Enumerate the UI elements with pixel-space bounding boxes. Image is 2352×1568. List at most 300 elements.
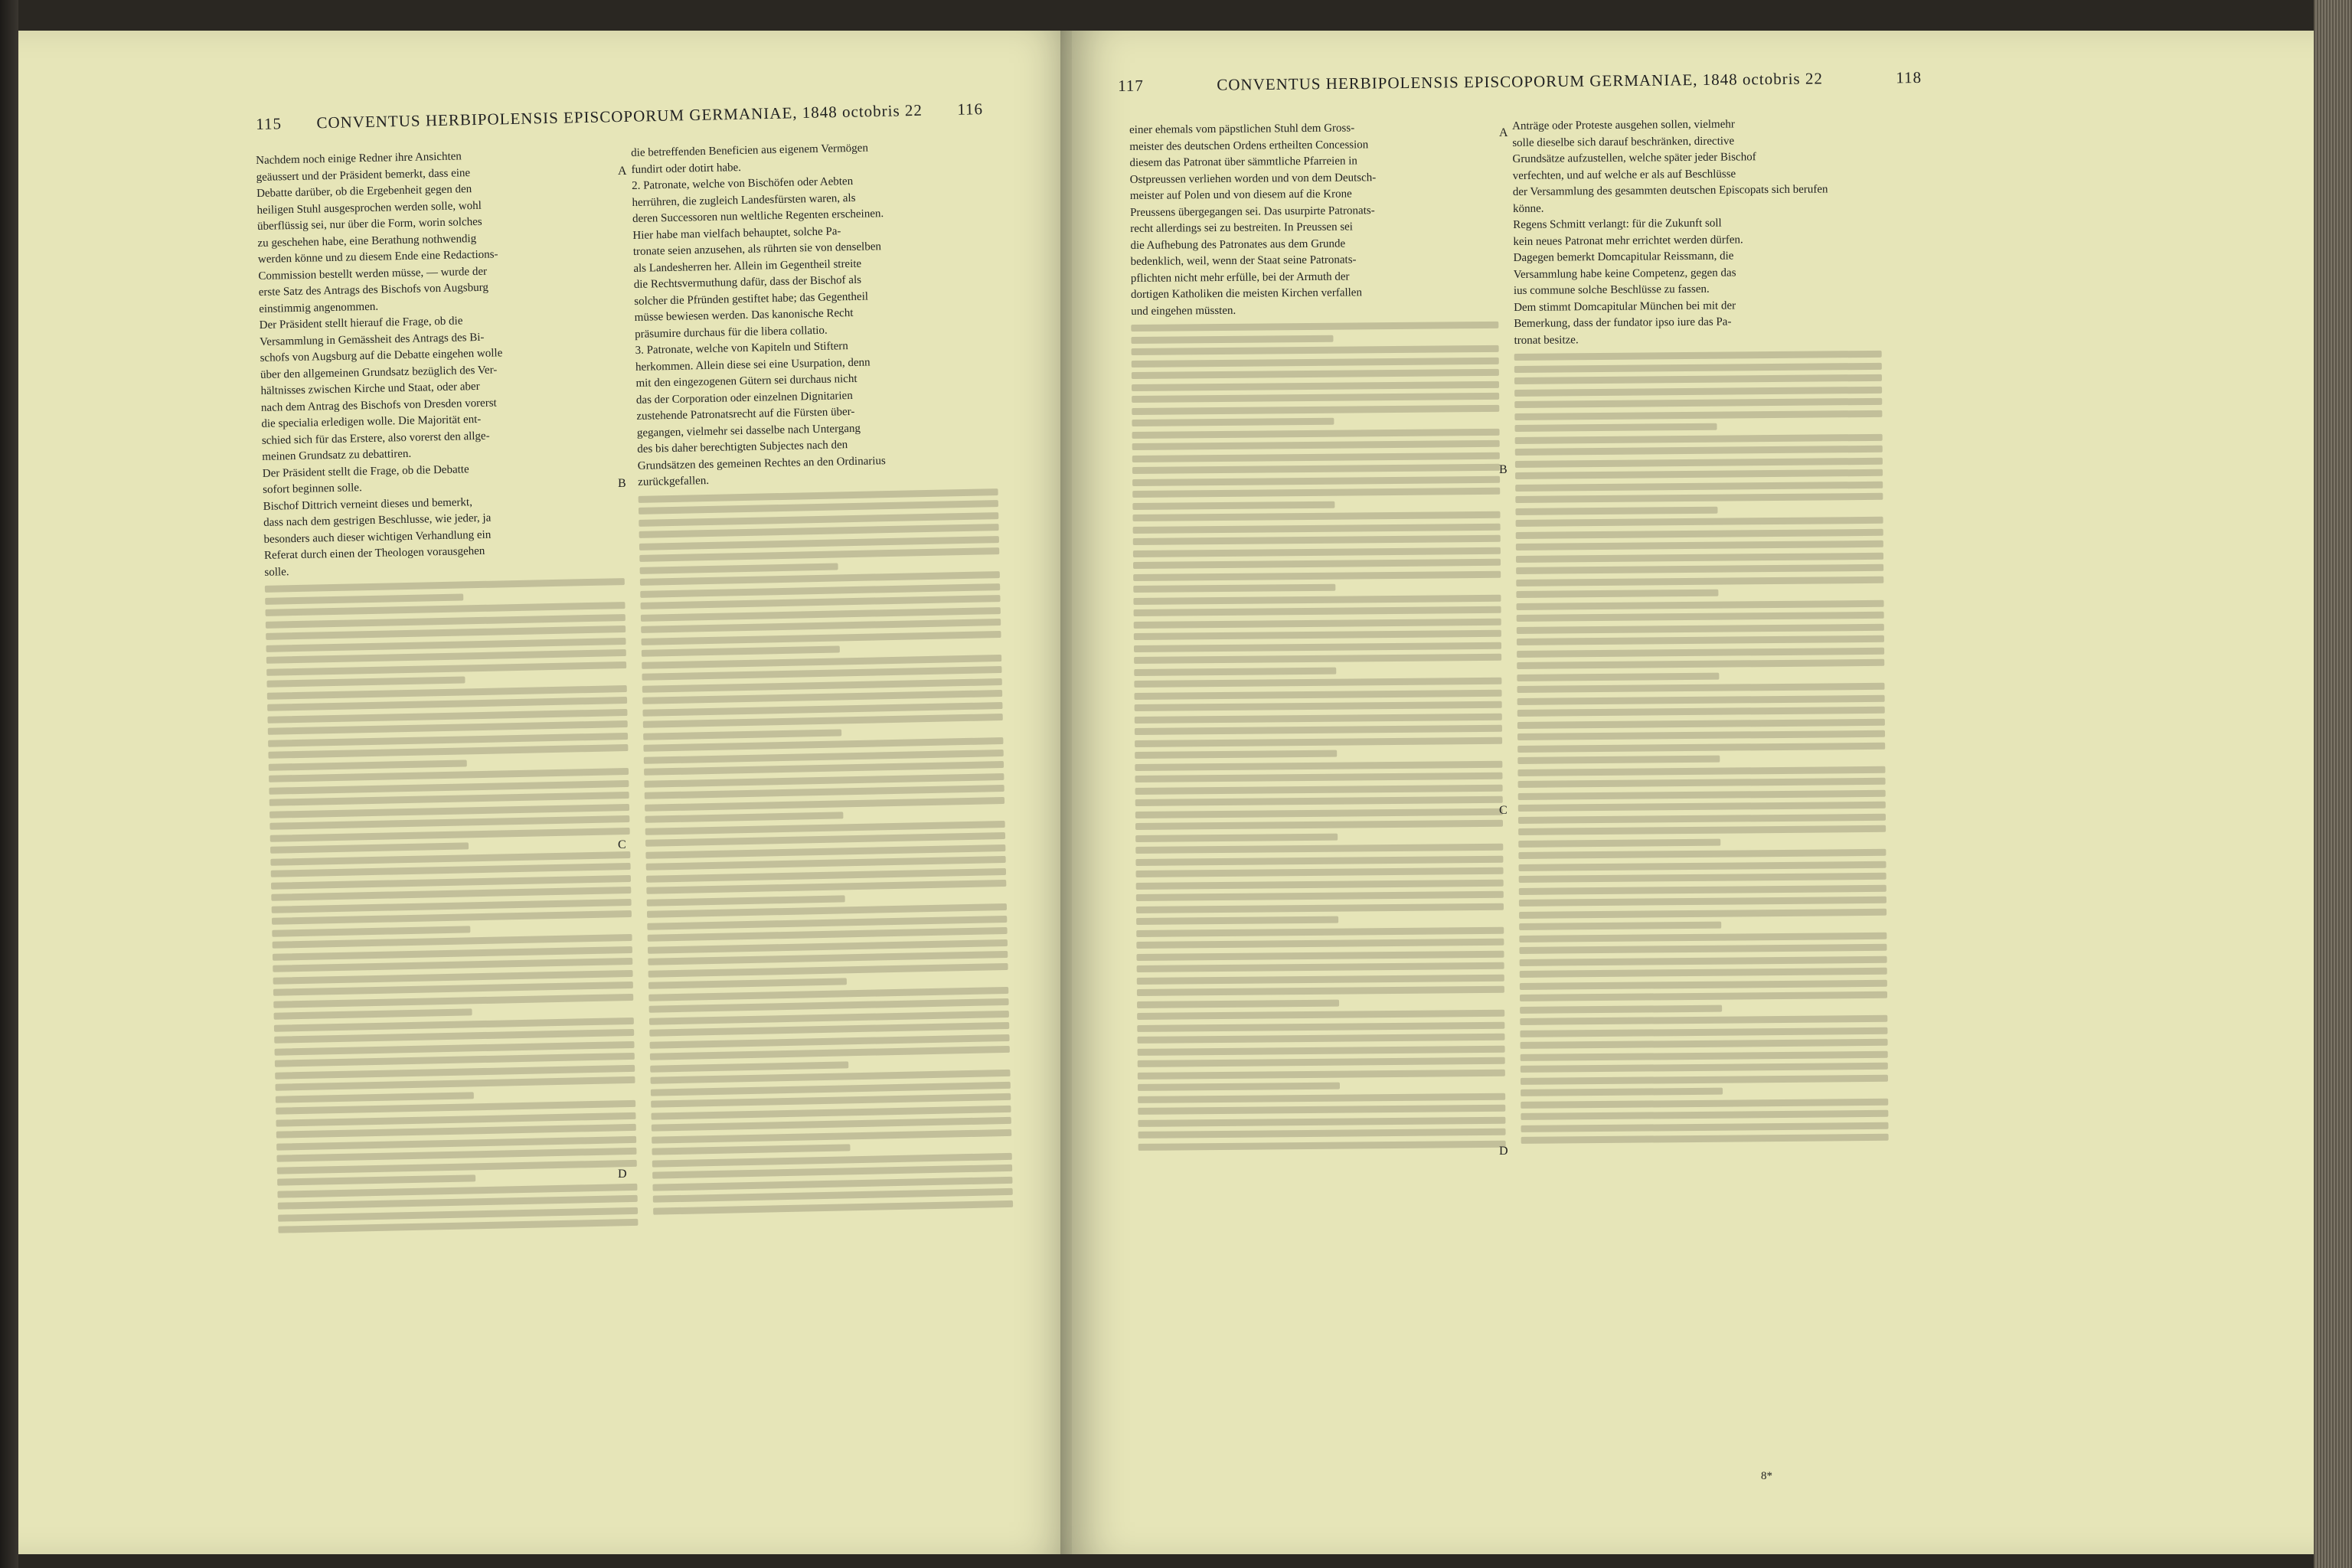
text-line: Bemerkung, dass der fundator ipso iure das Pa- [1514,315,1732,330]
illegible-text-line [649,998,1009,1013]
text-line: 3. Patronate, welche von Kapiteln und Stiftern [635,340,848,357]
illegible-text-line [639,524,999,538]
illegible-text-line [1518,813,1886,823]
illegible-text-line [1138,1129,1506,1138]
illegible-text-line [644,761,1004,776]
text-line: Dem stimmt Domcapitular München bei mit der [1514,299,1736,314]
page-number-left: 115 [256,114,283,133]
illegible-text-line [647,895,845,906]
illegible-text-line [652,1117,1011,1132]
illegible-text-line [265,578,625,593]
illegible-text-line [1521,1039,1888,1049]
illegible-text-line [1517,694,1885,704]
text-line: zustehende Patronatsrecht auf die Fürsten über- [636,405,855,423]
illegible-text-line [650,1061,848,1072]
illegible-text-line [1517,766,1885,776]
illegible-text-line [1134,630,1501,640]
text-line: ius commune solche Beschlüsse zu fassen. [1513,283,1710,297]
left-page-header [256,100,983,134]
illegible-text-line [645,785,1004,799]
illegible-text-line [1515,493,1883,503]
text-line: meister des deutschen Ordens ertheilten Concession [1129,138,1369,153]
illegible-text-line [640,571,1000,586]
text-line: einstimmig angenommen. [259,300,379,315]
illegible-text-line [1136,891,1504,901]
illegible-text-line [1132,381,1499,390]
illegible-text-line [268,744,628,759]
illegible-text-line [643,737,1003,752]
illegible-text-line [272,910,632,925]
text-line: die Aufhebung des Patronates aus dem Grunde [1130,237,1346,252]
illegible-text-line [645,812,843,822]
illegible-text-line [277,1159,637,1174]
illegible-text-line [1517,672,1719,681]
margin-marker-a: A [618,165,627,178]
illegible-text-line [1516,564,1883,574]
illegible-text-line [1519,897,1886,906]
illegible-text-line [274,1029,634,1044]
text-line: Anträge oder Proteste ausgehen sollen, vielmehr [1512,118,1735,132]
illegible-text-line [1518,789,1886,799]
illegible-text-line [1521,1110,1888,1120]
illegible-text-line [1519,922,1721,930]
illegible-text-line [1136,916,1338,925]
illegible-text-line [1137,1010,1504,1020]
text-line: solle. [264,565,289,579]
illegible-text-line [1134,606,1501,616]
illegible-text-line [1514,386,1882,396]
margin-marker-c: C [1499,804,1508,817]
illegible-text-line [1518,849,1886,859]
text-line: dass nach dem gestrigen Beschlusse, wie jeder, ja [263,511,492,529]
illegible-text-line [1132,369,1499,379]
illegible-text-line [1133,570,1501,580]
text-line: geäussert und der Präsident bemerkt, dass eine [256,166,471,184]
illegible-text-line [1136,926,1504,936]
illegible-text-line [1138,1069,1505,1079]
margin-marker-b: B [1499,463,1508,476]
text-line: herkommen. Allein diese sei eine Usurpation, denn [635,356,871,374]
margin-marker-b: B [618,477,626,490]
illegible-text-line [272,926,470,936]
illegible-text-line [1514,374,1882,384]
text-line: meister auf Polen und von diesem auf die Krone [1129,188,1352,202]
illegible-text-line [1515,446,1883,456]
illegible-text-line [1521,1050,1888,1060]
illegible-text-line [1134,689,1501,699]
illegible-text-line [1136,903,1504,913]
illegible-text-line [1521,1122,1888,1132]
text-line: zu geschehen habe, eine Berathung nothwendig [257,232,477,250]
illegible-text-line [641,619,1001,633]
illegible-text-line [641,631,1001,645]
text-line: recht allerdings sei zu bestreiten. In Preussen sei [1130,220,1354,235]
text-line: des bis daher berechtigten Subjectes nach den [637,439,848,456]
illegible-text-line [1135,725,1502,735]
text-line: dortigen Katholiken die meisten Kirchen verfallen [1130,286,1363,301]
text-line: werden könne und zu diesem Ende eine Redactions- [257,248,498,266]
illegible-text-line [1517,623,1884,633]
illegible-text-line [1132,357,1499,367]
illegible-text-line [1517,707,1885,717]
illegible-text-line [1520,968,1887,978]
running-title: CONVENTUS HERBIPOLENSIS EPISCOPORUM GERMANIAE, 1848 octobris 22 [1217,69,1824,94]
illegible-text-line [1137,1021,1504,1031]
text-line: müsse bewiesen werden. Das kanonische Recht [634,306,854,324]
illegible-text-line [640,563,838,573]
text-line: überflüssig sei, nur über die Form, worin solches [256,215,482,233]
illegible-text-line [275,1076,635,1091]
illegible-text-line [1138,1140,1506,1150]
margin-marker-d: D [1499,1145,1508,1158]
illegible-text-line [1518,861,1886,871]
page-number-right: 116 [957,100,984,119]
illegible-text-line [276,1092,474,1102]
illegible-text-line [1135,737,1502,746]
illegible-text-line [1519,908,1886,918]
illegible-text-line [1134,678,1501,688]
illegible-text-line [642,690,1002,704]
illegible-text-line [1133,523,1501,533]
illegible-text-line [1517,730,1885,740]
text-line: meinen Grundsatz zu debattiren. [262,447,412,463]
illegible-text-line [645,832,1005,847]
illegible-text-line [1520,1004,1722,1013]
illegible-text-line [1517,756,1720,764]
text-line: Commission bestellt werden müsse, — wurde der [258,265,488,283]
illegible-text-line [266,649,626,664]
illegible-text-line [273,993,633,1008]
text-line: solcher die Pfründen gestiftet habe; das Gegentheil [634,290,869,308]
illegible-text-line [1138,1083,1340,1091]
text-line: 2. Patronate, welche von Bischöfen oder Aebten [631,175,854,192]
illegible-text-line [1135,713,1502,723]
text-line: schofs von Augsburg auf die Debatte eingehen wolle [260,347,503,364]
illegible-text-line [647,903,1007,918]
illegible-text-line [270,827,630,841]
text-line: zurückgefallen. [638,474,710,488]
illegible-text-line [1521,1074,1888,1084]
text-line: Ostpreussen verliehen worden und von dem Deutsch- [1129,171,1377,186]
illegible-text-line [271,863,631,877]
text-line: nach dem Antrag des Bischofs von Dresden vorerst [260,396,497,414]
illegible-text-line [1515,481,1883,491]
illegible-text-line [268,720,628,735]
text-line: tronat besitze. [1514,333,1579,347]
illegible-text-line [1515,469,1883,479]
running-title: CONVENTUS HERBIPOLENSIS EPISCOPORUM GERMANIAE, 1848 octobris 22 [316,100,923,132]
illegible-text-line [1135,760,1502,770]
illegible-text-line [276,1124,636,1138]
text-line: schied sich für das Erstere, also vorerst den allge- [261,430,490,447]
illegible-text-line [1135,844,1503,854]
illegible-text-line [1132,404,1499,414]
illegible-text-line [1132,501,1334,509]
illegible-text-line [1133,594,1501,604]
text-line: Hier habe man vielfach behauptet, solche Pa- [632,224,841,242]
illegible-text-line [1521,1088,1723,1096]
illegible-text-line [653,1200,1013,1214]
text-line: Grundsätze aufzustellen, welche später jeder Bischof [1512,151,1756,165]
illegible-text-line [1135,750,1337,759]
illegible-text-line [1514,423,1717,432]
illegible-text-line [1134,667,1336,675]
right-page-header [1118,68,1922,96]
illegible-text-line [1518,802,1886,812]
illegible-text-line [652,1129,1011,1143]
illegible-text-line [642,645,840,656]
illegible-text-line [265,593,463,604]
margin-marker-a: A [1499,126,1508,139]
illegible-text-line [1517,659,1884,669]
illegible-text-line [1133,535,1501,545]
right-page [1072,31,2314,1554]
page-number-right: 118 [1896,68,1922,87]
left-column-1 [256,145,639,1238]
illegible-text-line [1132,428,1500,438]
text-line: sofort beginnen solle. [263,482,362,496]
illegible-text-line [1133,584,1335,593]
illegible-text-line [645,796,1004,811]
illegible-text-line [1520,1015,1887,1025]
illegible-text-line [1136,879,1504,889]
illegible-text-line [1131,322,1498,332]
illegible-text-line [1135,701,1502,711]
illegible-text-line [643,714,1003,728]
illegible-text-line [1134,618,1501,628]
text-line: das der Corporation oder einzelnen Dignitarien [635,389,853,407]
illegible-text-line [652,1144,850,1155]
illegible-text-line [1138,1093,1505,1102]
text-line: Grundsätzen des gemeinen Rechtes an den Ordinarius [637,454,886,472]
text-line: tronate seien anzusehen, als rührten sie von denselben [632,240,882,258]
illegible-text-line [1517,612,1884,622]
illegible-text-line [1138,1105,1505,1115]
illegible-text-line [1521,1063,1888,1073]
margin-marker-c: C [618,838,626,851]
text-line: Regens Schmitt verlangt: für die Zukunft soll [1513,217,1722,231]
illegible-text-line [643,729,841,740]
text-line: verfechten, und auf welche er als auf Beschlüsse [1512,167,1736,182]
illegible-text-line [1519,884,1886,894]
illegible-text-line [653,1188,1013,1203]
page-number-left: 117 [1118,76,1144,95]
illegible-text-line [273,934,632,949]
illegible-text-line [278,1219,638,1233]
text-line: pflichten nicht mehr erfülle, bei der Armuth der [1130,270,1350,285]
signature-mark: 8* [1761,1470,1772,1482]
illegible-text-line [1515,506,1717,514]
illegible-text-line [1521,1098,1888,1108]
illegible-text-line [1515,433,1883,443]
illegible-text-line [1516,541,1883,550]
text-line: heiligen Stuhl ausgesprochen werden solle, wohl [256,199,482,217]
text-line: erste Satz des Antrags des Bischofs von Augsburg [258,281,489,299]
illegible-text-line [1133,559,1501,569]
illegible-text-line [1132,475,1500,485]
illegible-text-line [269,760,467,770]
illegible-text-line [1514,398,1882,408]
illegible-text-line [1136,867,1504,877]
illegible-text-line [1518,825,1886,835]
illegible-text-line [1521,1134,1889,1144]
illegible-text-line [1132,452,1500,462]
illegible-text-line [1137,986,1504,996]
right-column-2 [1512,116,1889,1149]
illegible-text-line [1131,335,1333,343]
illegible-text-line [1137,962,1504,972]
text-line: Versammlung habe keine Competenz, gegen das [1513,266,1736,281]
illegible-text-line [1517,599,1884,609]
illegible-text-line [648,962,1008,977]
text-line: solle dieselbe sich darauf beschränken, directive [1512,134,1735,149]
illegible-text-line [1517,718,1885,728]
illegible-text-line [1136,950,1504,960]
text-line: besonders auch dieser wichtigen Verhandlung ein [263,528,492,546]
illegible-text-line [1136,939,1504,949]
illegible-text-line [1135,833,1338,841]
text-line: die Rechtsvermuthung dafür, dass der Bischof als [633,273,862,291]
text-line: Bischof Dittrich verneint dieses und bemerkt, [263,495,473,513]
text-line: mit den eingezogenen Gütern sei durchaus nicht [635,372,858,390]
illegible-text-line [648,978,847,988]
illegible-text-line [1518,838,1720,847]
illegible-text-line [271,887,631,901]
illegible-text-line [1132,488,1500,498]
illegible-text-line [1517,635,1884,645]
page-edges-right [2314,0,2352,1568]
illegible-text-line [270,842,469,853]
text-line: hältnisses zwischen Kirche und Staat, oder aber [260,380,480,397]
illegible-text-line [1137,999,1339,1008]
text-line: die specialia erledigen wolle. Die Majorität ent- [261,413,482,430]
illegible-text-line [275,1053,635,1067]
illegible-text-line [1517,742,1885,752]
illegible-text-line [651,1093,1011,1108]
illegible-text-line [642,666,1001,681]
illegible-text-line [1137,1034,1504,1044]
illegible-text-line [1132,440,1500,450]
illegible-text-line [639,547,999,562]
text-line: deren Successoren nun weltliche Regenten erscheinen. [632,207,884,225]
text-line: Preussens übergegangen sei. Das usurpirte Patronats- [1129,204,1375,219]
illegible-text-line [650,1070,1010,1084]
illegible-text-line [1138,1045,1505,1055]
illegible-text-line [274,1008,472,1019]
illegible-text-line [1132,464,1500,474]
illegible-text-line [1135,773,1502,782]
illegible-text-line [639,500,998,514]
illegible-text-line [273,958,632,972]
text-line: Versammlung in Gemässheit des Antrags des Bi- [259,331,485,348]
illegible-text-line [266,626,626,640]
illegible-text-line [1516,517,1883,527]
illegible-text-line [1135,820,1503,830]
text-line: einer ehemals vom päpstlichen Stuhl dem Gross- [1129,122,1355,136]
illegible-text-line [1134,642,1501,652]
illegible-text-line [641,595,1001,609]
illegible-text-line [1519,944,1886,954]
text-line: der Versammlung des gesammten deutschen Episcopats sich berufen [1512,183,1828,198]
illegible-text-line [1134,654,1501,664]
illegible-text-line [267,697,627,711]
illegible-text-line [1132,418,1334,426]
illegible-text-line [266,662,626,676]
illegible-text-line [1514,410,1882,420]
text-line: bedenklich, weil, wenn der Staat seine Patronats- [1130,253,1357,268]
illegible-text-line [1132,511,1500,521]
illegible-text-line [1517,647,1884,657]
text-line: präsumire durchaus für die libera collatio. [634,324,828,341]
illegible-text-line [1514,362,1882,372]
illegible-text-line [276,1100,635,1115]
illegible-text-line [646,880,1006,894]
illegible-text-line [1135,808,1503,818]
illegible-text-line [648,927,1008,942]
text-line: die betreffenden Beneficien aus eigenem Vermögen [631,142,869,159]
text-line: gegangen, vielmehr sei dasselbe nach Untergang [636,422,861,439]
illegible-text-line [1135,855,1503,865]
text-line: als Landesherren her. Allein im Gegentheil streite [633,257,862,275]
text-line: könne. [1512,202,1544,215]
illegible-text-line [266,676,465,687]
illegible-text-line [1519,873,1886,883]
left-page [18,31,1072,1554]
illegible-text-line [646,856,1006,871]
illegible-text-line [1517,683,1884,693]
illegible-text-line [273,982,633,996]
illegible-text-line [1133,547,1501,557]
illegible-text-line [270,815,629,830]
illegible-text-line [1516,576,1883,586]
text-line: herrühren, die zugleich Landesfürsten waren, als [632,191,856,209]
illegible-text-line [649,1022,1009,1037]
text-line: über den allgemeinen Grundsatz bezüglich des Ver- [260,363,498,381]
illegible-text-line [650,1046,1010,1060]
text-line: Nachdem noch einige Redner ihre Ansichten [256,150,462,167]
text-line: diesem das Patronat über sämmtliche Pfarreien in [1129,155,1357,169]
illegible-text-line [1519,932,1886,942]
illegible-text-line [1520,1027,1887,1037]
illegible-text-line [1138,1057,1505,1067]
text-line: fundirt oder dotirt habe. [631,161,742,176]
illegible-text-line [1520,979,1887,989]
illegible-text-line [1138,1116,1505,1126]
illegible-text-line [270,792,629,806]
right-column-1 [1129,119,1506,1155]
illegible-text-line [1135,796,1503,806]
illegible-text-line [652,1165,1012,1179]
illegible-text-line [1515,457,1883,467]
left-column-2 [631,138,1013,1220]
margin-marker-d: D [618,1168,627,1181]
illegible-text-line [1516,590,1718,598]
text-line: Der Präsident stellt hierauf die Frage, ob die [259,315,463,332]
text-line: Referat durch einen der Theologen vorausgehen [263,544,485,562]
illegible-text-line [1518,778,1886,788]
illegible-text-line [1132,393,1499,403]
illegible-text-line [277,1174,475,1185]
illegible-text-line [1520,991,1887,1001]
illegible-text-line [1132,345,1499,355]
text-line: und eingehen müssten. [1131,304,1236,318]
illegible-text-line [1135,784,1503,794]
illegible-text-line [1137,974,1504,984]
illegible-text-line [1520,956,1887,965]
illegible-text-line [278,1195,638,1210]
illegible-text-line [269,768,629,782]
text-line: Dagegen bemerkt Domcapitular Reissmann, die [1513,250,1734,264]
